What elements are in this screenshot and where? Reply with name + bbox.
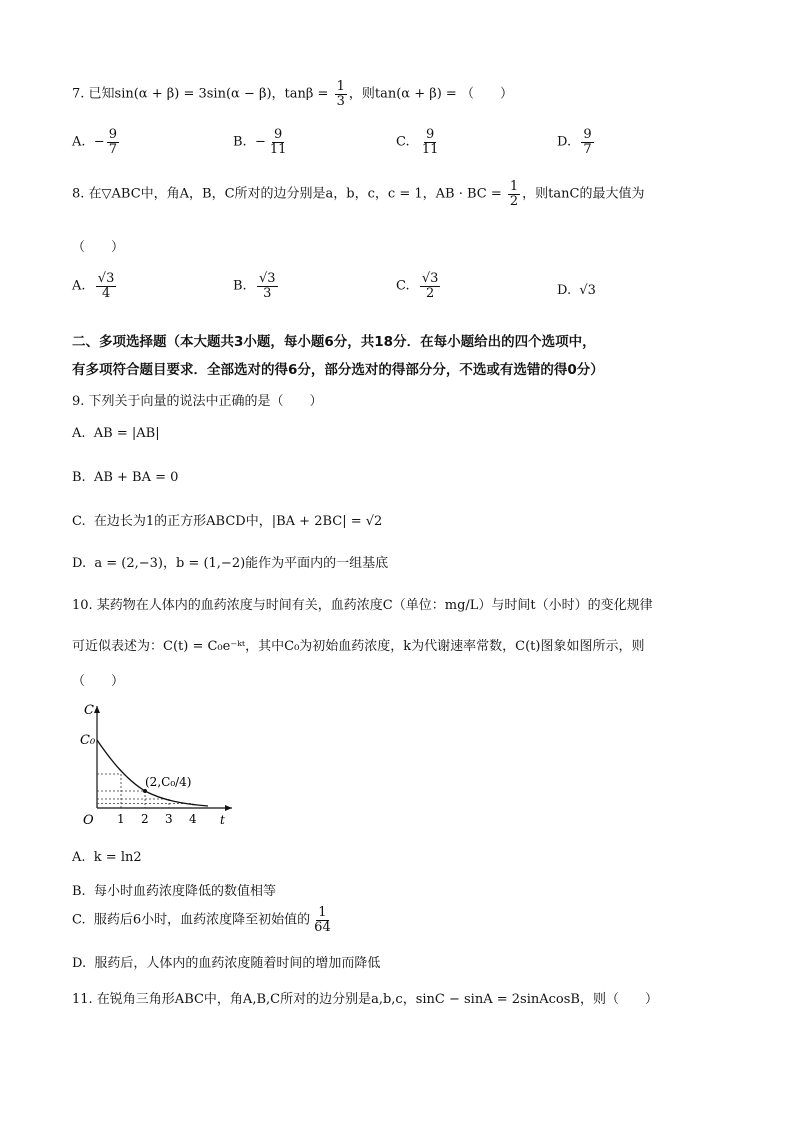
tick-1: 1 xyxy=(117,812,125,826)
section2-heading-line2: 有多项符合题目要求．全部选对的得6分，部分选对的得部分分，不选或有选错的得0分） xyxy=(72,362,604,378)
q8-option-b[interactable]: B. $\frac{√3}{3}$ xyxy=(233,271,276,301)
q7-option-a[interactable]: A. − $\frac{9}{7}$ xyxy=(72,127,117,157)
q8-stem: 8. 在▽ABC中，角A，B，C所对的边分别是a，b，c，c = 1，AB · BC = $\frac{1}{2}$ ，则tanC的最大值为 xyxy=(72,179,645,209)
q9-option-b[interactable]: B. AB + BA = 0 xyxy=(72,470,179,485)
decay-curve xyxy=(97,740,208,806)
q10-paren: （ ） xyxy=(72,674,125,689)
q8-option-d[interactable]: D. √3 xyxy=(557,283,596,298)
c0-label: C₀ xyxy=(80,733,96,748)
x-axis-arrow-icon xyxy=(225,805,232,811)
q8-option-c[interactable]: C. $\frac{√3}{2}$ xyxy=(396,271,439,301)
q8-paren: （ ） xyxy=(72,240,125,255)
q7-option-d[interactable]: D. $\frac{9}{7}$ xyxy=(557,127,592,157)
section2-heading-line1: 二、多项选择题（本大题共3小题，每小题6分，共18分．在每小题给出的四个选项中， xyxy=(72,334,596,350)
q9-stem: 9. 下列关于向量的说法中正确的是（ ） xyxy=(72,394,323,409)
q7-stem: 7. 已知sin(α + β) = 3sin(α − β)，tanβ = $\frac{1}{3}$ ，则tan(α + β) = （ ） xyxy=(72,79,513,109)
point-label: (2,C₀/4) xyxy=(145,775,192,789)
q7-tanbeta-fraction: $\frac{1}{3}$ xyxy=(336,79,345,109)
origin-label: O xyxy=(83,813,94,828)
q10-stem-line1: 10. 某药物在人体内的血药浓度与时间有关，血药浓度C（单位：mg/L）与时间t（小时）的变化规律 xyxy=(72,598,653,613)
q9-option-c[interactable]: C. 在边长为1的正方形ABCD中，|BA + 2BC| = √2 xyxy=(72,514,383,529)
q9-option-a[interactable]: A. AB = |AB| xyxy=(72,426,160,441)
y-axis-label: C xyxy=(84,703,94,718)
q10-option-b[interactable]: B. 每小时血药浓度降低的数值相等 xyxy=(72,884,276,899)
tick-4: 4 xyxy=(189,812,197,826)
y-axis-arrow-icon xyxy=(94,706,100,713)
q9-option-d[interactable]: D. a = (2,−3)，b = (1,−2)能作为平面内的一组基底 xyxy=(72,556,389,571)
tick-2: 2 xyxy=(141,812,149,826)
q8-option-a[interactable]: A. $\frac{√3}{4}$ xyxy=(72,271,115,301)
q10-decay-graph xyxy=(72,700,242,830)
q10-option-c[interactable]: C. 服药后6小时，血药浓度降至初始值的 $\frac{1}{64}$ xyxy=(72,905,331,935)
q10-stem-line2: 可近似表述为：C(t) = C₀e⁻ᵏᵗ，其中C₀为初始血药浓度，k为代谢速率常数，C(t)图象如图所示，则 xyxy=(72,639,645,654)
q7-option-c[interactable]: C. $\frac{9}{11}$ xyxy=(396,127,439,157)
q10-option-d[interactable]: D. 服药后，人体内的血药浓度随着时间的增加而降低 xyxy=(72,956,381,971)
tick-3: 3 xyxy=(165,812,173,826)
q7-option-b[interactable]: B. − $\frac{9}{11}$ xyxy=(233,127,287,157)
q10-option-a[interactable]: A. k = ln2 xyxy=(72,850,142,865)
q11-stem: 11. 在锐角三角形ABC中，角A,B,C所对的边分别是a,b,c，sinC − sinA = 2sinAcosB，则（ ） xyxy=(72,992,658,1007)
x-axis-label: t xyxy=(220,813,225,827)
point-2-c0-over-4 xyxy=(143,789,147,793)
